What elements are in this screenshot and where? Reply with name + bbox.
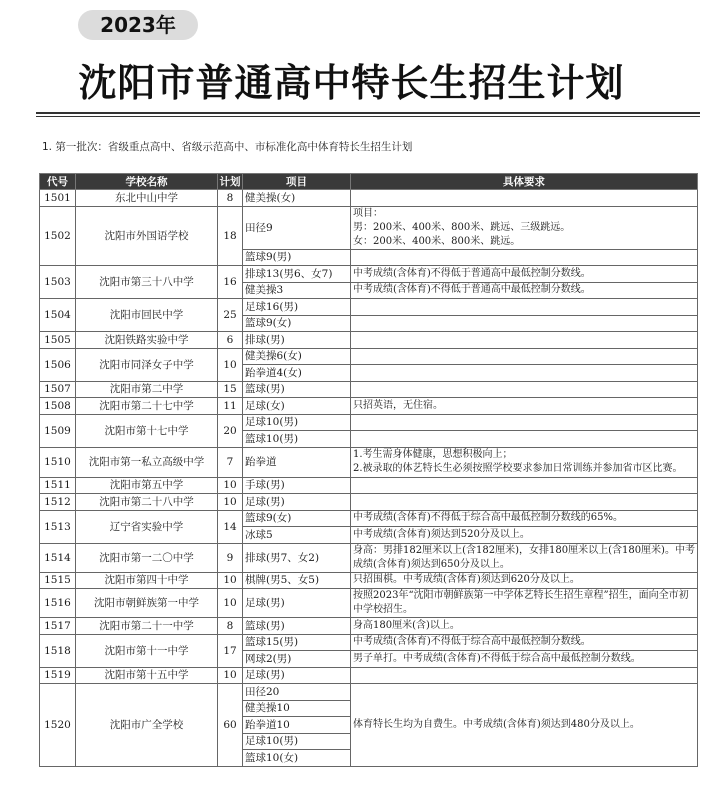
requirement: 身高：男排182厘米以上(含182厘米)，女排180厘米以上(含180厘米)。中考成绩(含体育)须达到650分及以上。: [351, 543, 698, 572]
project: 跆拳道10: [243, 717, 351, 734]
project: 手球(男): [243, 477, 351, 494]
plan-count: 15: [218, 381, 243, 398]
school-code: 1513: [40, 510, 76, 543]
table-row: [40, 494, 698, 511]
requirement: 身高180厘米(含)以上。: [351, 618, 698, 635]
requirement: [351, 249, 698, 266]
table-row: [40, 543, 698, 572]
requirement: 只招英语，无住宿。: [351, 398, 698, 415]
requirement: [351, 190, 698, 207]
plan-count: 17: [218, 634, 243, 667]
project: 篮球(男): [243, 381, 351, 398]
project: 篮球9(男): [243, 249, 351, 266]
page-title: 沈阳市普通高中特长生招生计划: [78, 61, 625, 105]
table-row: [40, 266, 698, 283]
column-header: 项目: [243, 174, 351, 190]
school-name: 沈阳市第二十一中学: [76, 618, 218, 635]
project: 足球10(男): [243, 733, 351, 750]
school-name: 东北中山中学: [76, 190, 218, 207]
requirement: 中考成绩(含体育)不得低于普通高中最低控制分数线。: [351, 266, 698, 283]
school-code: 1508: [40, 398, 76, 415]
requirement: 按照2023年“沈阳市朝鲜族第一中学体艺特长生招生章程”招生，面向全市初中学校招生。: [351, 589, 698, 618]
school-code: 1510: [40, 447, 76, 477]
project: 足球(女): [243, 398, 351, 415]
school-name: 沈阳市第五中学: [76, 477, 218, 494]
project: 田径20: [243, 684, 351, 701]
school-name: 沈阳市第三十八中学: [76, 266, 218, 299]
plan-count: 10: [218, 477, 243, 494]
requirement: [351, 365, 698, 382]
year-badge: 2023年: [78, 10, 198, 40]
school-code: 1507: [40, 381, 76, 398]
project: 跆拳道4(女): [243, 365, 351, 382]
school-name: 沈阳市第十五中学: [76, 667, 218, 684]
table-row: [40, 299, 698, 316]
school-name: 沈阳市第一私立高级中学: [76, 447, 218, 477]
plan-count: 20: [218, 414, 243, 447]
school-code: 1515: [40, 572, 76, 589]
plan-count: 6: [218, 332, 243, 349]
requirement: [351, 348, 698, 365]
school-code: 1517: [40, 618, 76, 635]
requirement: [351, 299, 698, 316]
project: 排球13(男6、女7): [243, 266, 351, 283]
project: 跆拳道: [243, 447, 351, 477]
plan-count: 18: [218, 206, 243, 266]
project: 足球(男): [243, 667, 351, 684]
school-name: 沈阳市第十一中学: [76, 634, 218, 667]
table-row: [40, 634, 698, 651]
table-row: [40, 381, 698, 398]
project: 足球16(男): [243, 299, 351, 316]
project: 篮球9(女): [243, 315, 351, 332]
project: 网球2(男): [243, 651, 351, 668]
table-row: [40, 447, 698, 477]
table-row: [40, 206, 698, 249]
project: 排球(男): [243, 332, 351, 349]
table-row: [40, 398, 698, 415]
column-header: 学校名称: [76, 174, 218, 190]
school-code: 1509: [40, 414, 76, 447]
requirement: 男子单打。中考成绩(含体育)不得低于综合高中最低控制分数线。: [351, 651, 698, 668]
school-code: 1501: [40, 190, 76, 207]
table-row: [40, 684, 698, 701]
table-row: [40, 572, 698, 589]
school-code: 1520: [40, 684, 76, 767]
school-code: 1518: [40, 634, 76, 667]
requirement: [351, 315, 698, 332]
column-header: 代号: [40, 174, 76, 190]
plan-count: 8: [218, 618, 243, 635]
plan-count: 8: [218, 190, 243, 207]
title-divider-top: [36, 112, 700, 114]
project: 篮球9(女): [243, 510, 351, 527]
requirement: [351, 494, 698, 511]
plan-count: 11: [218, 398, 243, 415]
requirement: 项目： 男：200米、400米、800米、跳远、三级跳远。 女：200米、400米、800米、跳远。: [351, 206, 698, 249]
admission-plan-table: [39, 173, 698, 767]
school-name: 沈阳市第十七中学: [76, 414, 218, 447]
school-code: 1514: [40, 543, 76, 572]
requirement: 体育特长生均为自费生。中考成绩(含体育)须达到480分及以上。: [351, 684, 698, 767]
school-code: 1519: [40, 667, 76, 684]
plan-count: 10: [218, 494, 243, 511]
school-code: 1516: [40, 589, 76, 618]
project: 足球(男): [243, 589, 351, 618]
project: 健美操(女): [243, 190, 351, 207]
school-code: 1506: [40, 348, 76, 381]
school-code: 1502: [40, 206, 76, 266]
project: 篮球10(女): [243, 750, 351, 767]
table-row: [40, 190, 698, 207]
plan-count: 60: [218, 684, 243, 767]
school-name: 沈阳市朝鲜族第一中学: [76, 589, 218, 618]
school-name: 沈阳市第一二〇中学: [76, 543, 218, 572]
plan-count: 7: [218, 447, 243, 477]
title-divider-bottom: [36, 116, 700, 117]
project: 棋牌(男5、女5): [243, 572, 351, 589]
requirement: 只招围棋。中考成绩(含体育)须达到620分及以上。: [351, 572, 698, 589]
school-code: 1505: [40, 332, 76, 349]
school-name: 沈阳铁路实验中学: [76, 332, 218, 349]
plan-count: 10: [218, 348, 243, 381]
plan-count: 25: [218, 299, 243, 332]
project: 篮球15(男): [243, 634, 351, 651]
school-name: 沈阳市广全学校: [76, 684, 218, 767]
requirement: 中考成绩(含体育)不得低于综合高中最低控制分数线。: [351, 634, 698, 651]
table-row: [40, 332, 698, 349]
school-code: 1511: [40, 477, 76, 494]
requirement: [351, 667, 698, 684]
school-name: 沈阳市外国语学校: [76, 206, 218, 266]
school-name: 沈阳市回民中学: [76, 299, 218, 332]
column-header: 计划: [218, 174, 243, 190]
plan-count: 9: [218, 543, 243, 572]
table-row: [40, 667, 698, 684]
table-row: [40, 414, 698, 431]
table-row: [40, 510, 698, 527]
requirement: [351, 414, 698, 431]
requirement: [351, 431, 698, 448]
requirement: 中考成绩(含体育)不得低于综合高中最低控制分数线的65%。: [351, 510, 698, 527]
school-name: 沈阳市第二十八中学: [76, 494, 218, 511]
project: 足球(男): [243, 494, 351, 511]
project: 足球10(男): [243, 414, 351, 431]
project: 田径9: [243, 206, 351, 249]
school-name: 辽宁省实验中学: [76, 510, 218, 543]
section-title: 1. 第一批次：省级重点高中、省级示范高中、市标准化高中体育特长生招生计划: [42, 141, 413, 153]
requirement: [351, 477, 698, 494]
requirement: 中考成绩(含体育)须达到520分及以上。: [351, 527, 698, 544]
plan-count: 16: [218, 266, 243, 299]
table-row: [40, 348, 698, 365]
project: 冰球5: [243, 527, 351, 544]
school-name: 沈阳市同泽女子中学: [76, 348, 218, 381]
school-code: 1503: [40, 266, 76, 299]
requirement: [351, 381, 698, 398]
project: 篮球10(男): [243, 431, 351, 448]
plan-count: 10: [218, 589, 243, 618]
plan-count: 14: [218, 510, 243, 543]
requirement: 中考成绩(含体育)不得低于普通高中最低控制分数线。: [351, 282, 698, 299]
table-row: [40, 618, 698, 635]
plan-count: 10: [218, 667, 243, 684]
project: 排球(男7、女2): [243, 543, 351, 572]
requirement: 1.考生需身体健康，思想积极向上； 2.被录取的体艺特长生必须按照学校要求参加日常训练并参加省市区比赛。: [351, 447, 698, 477]
table-row: [40, 589, 698, 618]
school-name: 沈阳市第二中学: [76, 381, 218, 398]
plan-count: 10: [218, 572, 243, 589]
column-header: 具体要求: [351, 174, 698, 190]
school-code: 1504: [40, 299, 76, 332]
school-code: 1512: [40, 494, 76, 511]
project: 健美操3: [243, 282, 351, 299]
table-header-row: [40, 174, 698, 190]
project: 篮球(男): [243, 618, 351, 635]
table-row: [40, 477, 698, 494]
project: 健美操6(女): [243, 348, 351, 365]
requirement: [351, 332, 698, 349]
school-name: 沈阳市第二十七中学: [76, 398, 218, 415]
project: 健美操10: [243, 700, 351, 717]
school-name: 沈阳市第四十中学: [76, 572, 218, 589]
